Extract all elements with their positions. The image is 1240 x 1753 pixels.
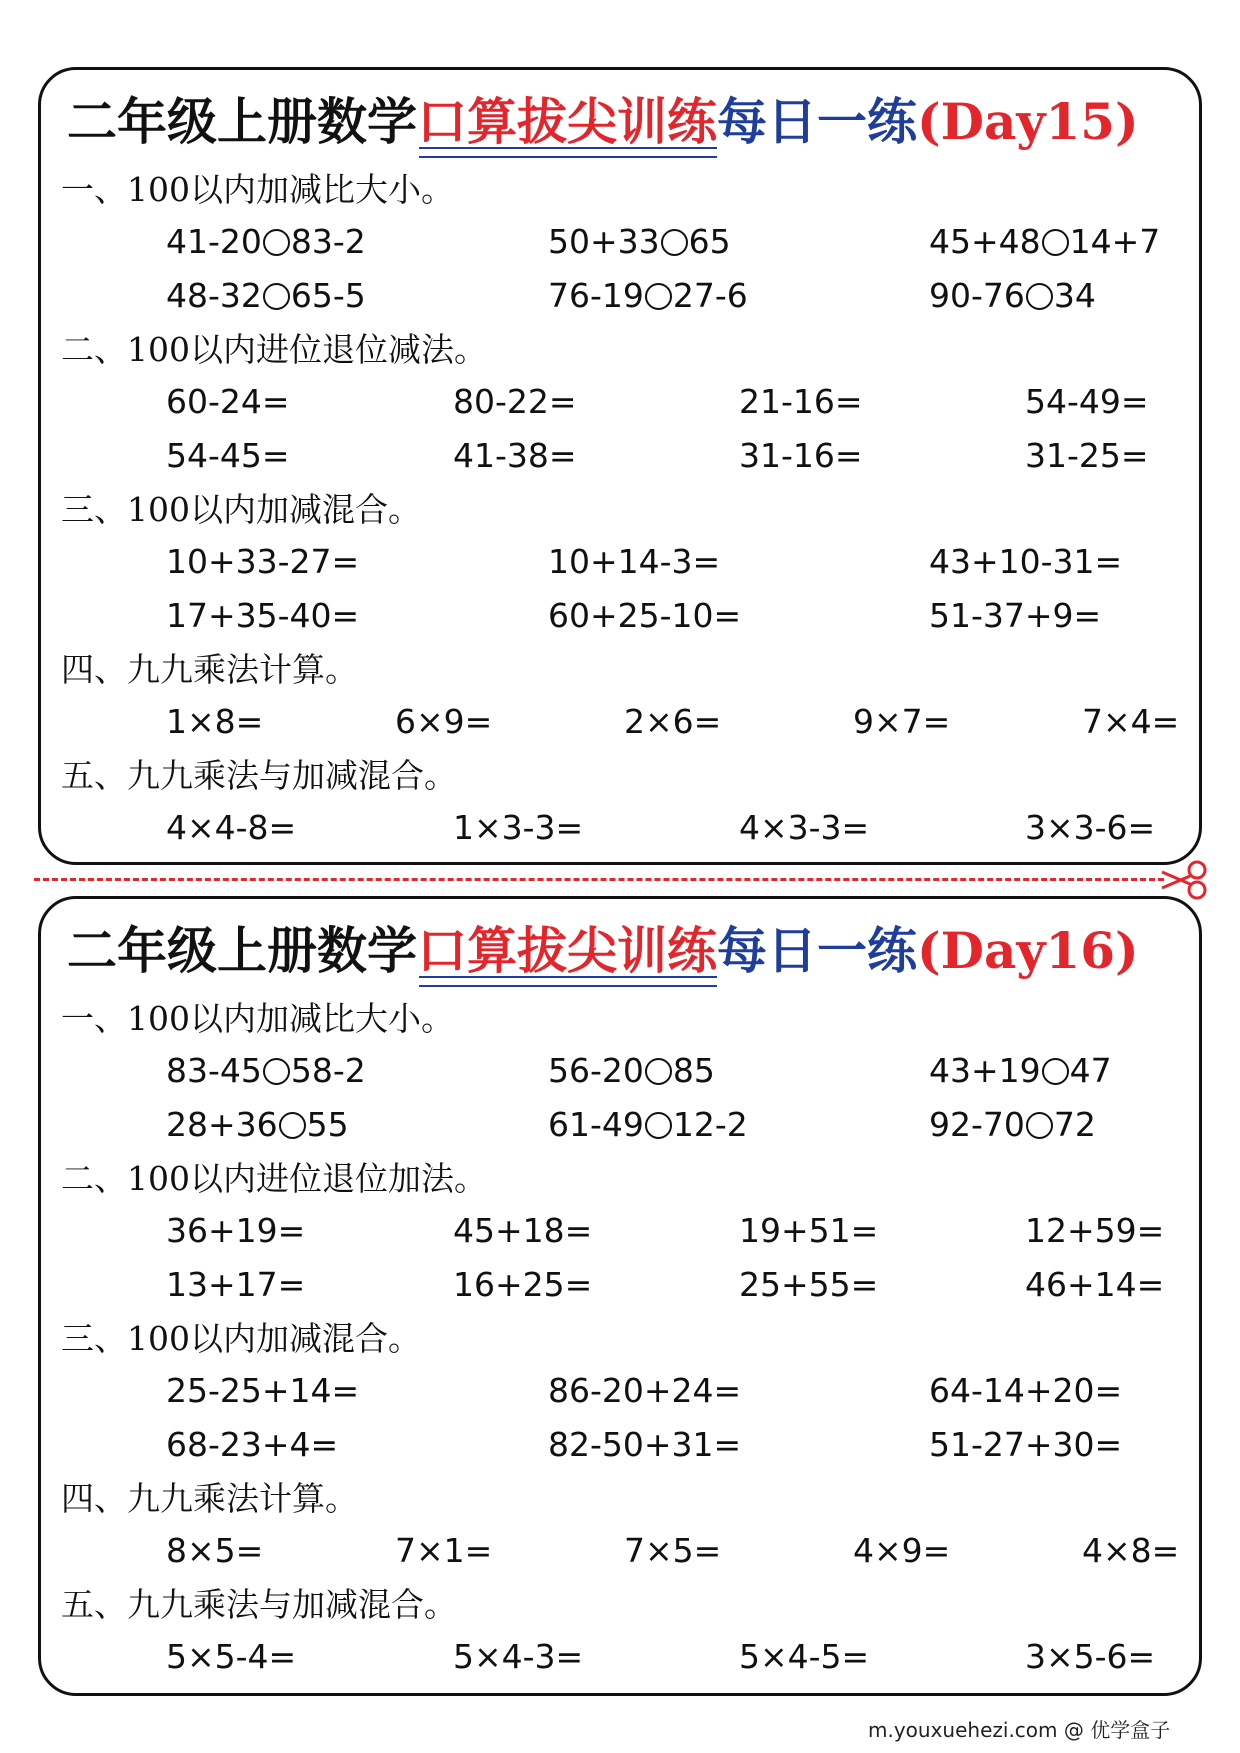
- problem: 9×7=: [853, 702, 951, 741]
- problem-row: [61, 380, 1179, 424]
- problem: 6×9=: [395, 702, 493, 741]
- problem: 13+17=: [166, 1265, 306, 1304]
- answer-circle[interactable]: [661, 229, 688, 256]
- problem: 25-25+14=: [166, 1371, 360, 1410]
- compare-problem: 41-20 83-2: [166, 222, 366, 261]
- problem: 31-25=: [1025, 436, 1149, 475]
- compare-problem: 48-32 65-5: [166, 276, 366, 315]
- footer-site[interactable]: m.youxuehezi.com @ 优学盒子: [868, 1718, 1171, 1742]
- problem: 31-16=: [739, 436, 863, 475]
- problem: 5×5-4=: [166, 1637, 297, 1676]
- answer-circle[interactable]: [1042, 229, 1069, 256]
- compare-problem: 83-45 58-2: [166, 1051, 366, 1090]
- problem: 12+59=: [1025, 1211, 1165, 1250]
- problem-row: [61, 540, 1179, 584]
- section-heading: 三、100以内加减混合。: [61, 1319, 421, 1358]
- compare-problem: 50+33 65: [548, 222, 731, 261]
- problem: 25+55=: [739, 1265, 879, 1304]
- worksheet-title: [67, 82, 1139, 162]
- problem: 4×3-3=: [739, 808, 870, 847]
- section-heading: 一、100以内加减比大小。: [61, 999, 454, 1038]
- answer-circle[interactable]: [645, 1058, 672, 1085]
- problem-row: [61, 1263, 1179, 1307]
- problem: 5×4-3=: [453, 1637, 584, 1676]
- compare-problem: 76-19 27-6: [548, 276, 748, 315]
- problem-row: [61, 1103, 1179, 1147]
- problem: 4×9=: [853, 1531, 951, 1570]
- title-grade: 二年级上册数学: [67, 921, 417, 980]
- problem: 17+35-40=: [166, 596, 360, 635]
- problem: 80-22=: [453, 382, 577, 421]
- problem-row: [61, 700, 1179, 744]
- problem-row: [61, 1049, 1179, 1093]
- problem: 19+51=: [739, 1211, 879, 1250]
- problem: 3×5-6=: [1025, 1637, 1156, 1676]
- compare-problem: 90-76 34: [929, 276, 1096, 315]
- section-heading: 一、100以内加减比大小。: [61, 170, 454, 209]
- problem: 5×4-5=: [739, 1637, 870, 1676]
- section-heading: 三、100以内加减混合。: [61, 490, 421, 529]
- section-heading: 四、九九乘法计算。: [61, 1479, 358, 1518]
- answer-circle[interactable]: [263, 1058, 290, 1085]
- problem: 82-50+31=: [548, 1425, 742, 1464]
- answer-circle[interactable]: [645, 1112, 672, 1139]
- problem-row: [61, 1369, 1179, 1413]
- answer-circle[interactable]: [1026, 1112, 1053, 1139]
- title-daily: 每日一练: [717, 92, 917, 151]
- problem: 41-38=: [453, 436, 577, 475]
- problem: 10+33-27=: [166, 542, 360, 581]
- problem-row: [61, 806, 1179, 850]
- problem: 1×8=: [166, 702, 264, 741]
- section-heading: 四、九九乘法计算。: [61, 650, 358, 689]
- problem: 4×4-8=: [166, 808, 297, 847]
- problem: 4×8=: [1082, 1531, 1180, 1570]
- problem: 7×5=: [624, 1531, 722, 1570]
- problem: 45+18=: [453, 1211, 593, 1250]
- title-grade: 二年级上册数学: [67, 92, 417, 151]
- problem: 60+25-10=: [548, 596, 742, 635]
- problem: 21-16=: [739, 382, 863, 421]
- compare-problem: 56-20 85: [548, 1051, 715, 1090]
- worksheet-title: [67, 911, 1139, 991]
- title-daily: 每日一练: [717, 921, 917, 980]
- answer-circle[interactable]: [1042, 1058, 1069, 1085]
- compare-problem: 61-49 12-2: [548, 1105, 748, 1144]
- title-training: 口算拔尖训练: [417, 82, 717, 162]
- problem-row: [61, 1423, 1179, 1467]
- problem: 60-24=: [166, 382, 290, 421]
- problem: 51-27+30=: [929, 1425, 1123, 1464]
- problem: 68-23+4=: [166, 1425, 339, 1464]
- compare-problem: 45+48 14+7: [929, 222, 1161, 261]
- problem: 7×4=: [1082, 702, 1180, 741]
- problem: 10+14-3=: [548, 542, 721, 581]
- compare-problem: 28+36 55: [166, 1105, 349, 1144]
- title-day: (Day16): [917, 921, 1139, 980]
- answer-circle[interactable]: [279, 1112, 306, 1139]
- title-training: 口算拔尖训练: [417, 911, 717, 991]
- problem: 46+14=: [1025, 1265, 1165, 1304]
- answer-circle[interactable]: [645, 283, 672, 310]
- problem: 86-20+24=: [548, 1371, 742, 1410]
- problem: 1×3-3=: [453, 808, 584, 847]
- problem-row: [61, 220, 1179, 264]
- section-heading: 二、100以内进位退位减法。: [61, 330, 487, 369]
- problem-row: [61, 274, 1179, 318]
- problem: 54-45=: [166, 436, 290, 475]
- worksheet-card-day15: [38, 67, 1202, 865]
- compare-problem: 92-70 72: [929, 1105, 1096, 1144]
- problem: 8×5=: [166, 1531, 264, 1570]
- problem: 16+25=: [453, 1265, 593, 1304]
- problem-row: [61, 1529, 1179, 1573]
- answer-circle[interactable]: [263, 229, 290, 256]
- answer-circle[interactable]: [1026, 283, 1053, 310]
- problem: 54-49=: [1025, 382, 1149, 421]
- worksheet-card-day16: [38, 896, 1202, 1696]
- problem-row: [61, 1209, 1179, 1253]
- problem: 51-37+9=: [929, 596, 1102, 635]
- compare-problem: 43+19 47: [929, 1051, 1112, 1090]
- section-heading: 二、100以内进位退位加法。: [61, 1159, 487, 1198]
- title-day: (Day15): [917, 92, 1139, 151]
- problem-row: [61, 434, 1179, 478]
- problem: 3×3-6=: [1025, 808, 1156, 847]
- problem: 7×1=: [395, 1531, 493, 1570]
- problem: 64-14+20=: [929, 1371, 1123, 1410]
- section-heading: 五、九九乘法与加减混合。: [61, 1585, 457, 1624]
- problem: 36+19=: [166, 1211, 306, 1250]
- problem: 2×6=: [624, 702, 722, 741]
- answer-circle[interactable]: [263, 283, 290, 310]
- section-heading: 五、九九乘法与加减混合。: [61, 756, 457, 795]
- problem-row: [61, 1635, 1179, 1679]
- cut-line: [34, 878, 1164, 881]
- problem: 43+10-31=: [929, 542, 1123, 581]
- problem-row: [61, 594, 1179, 638]
